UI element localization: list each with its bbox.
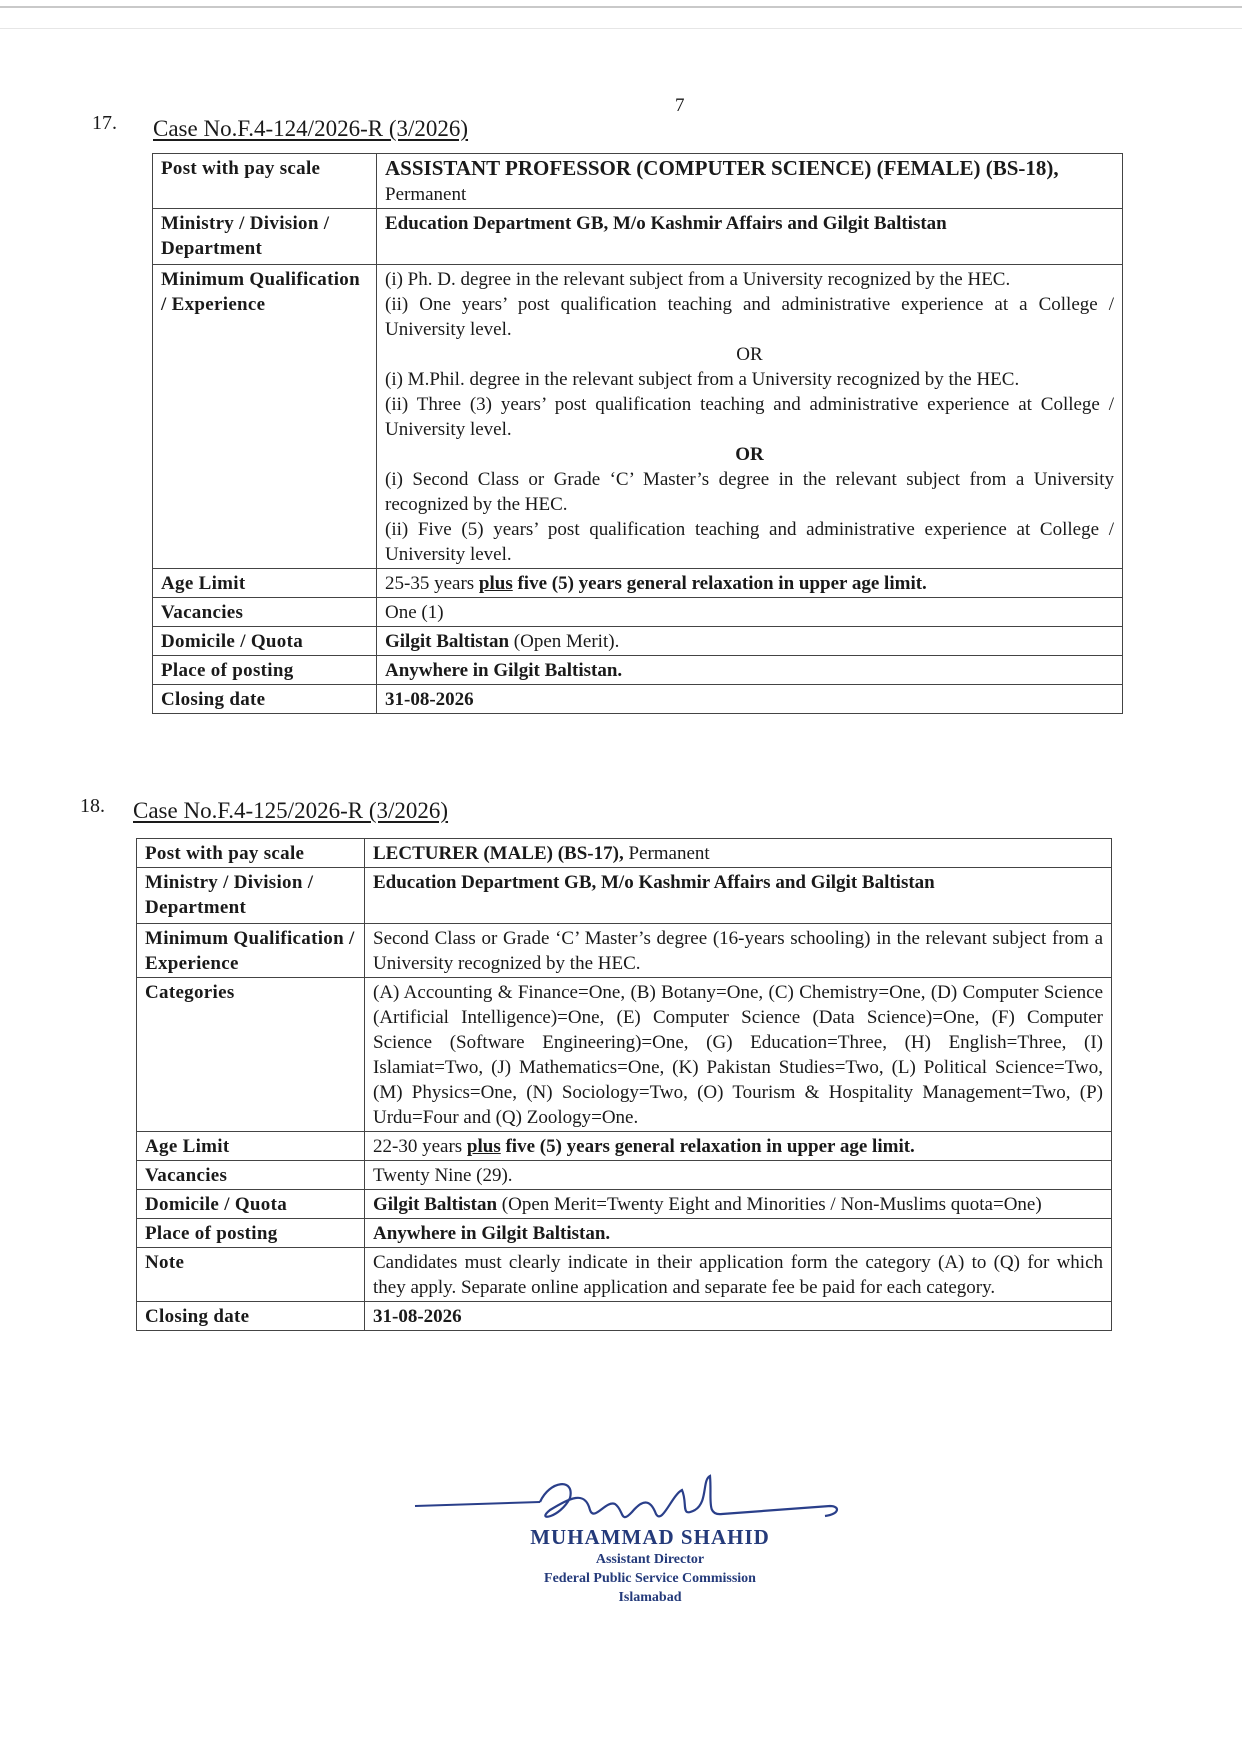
value-ministry: Education Department GB, M/o Kashmir Affairs and Gilgit Baltistan — [365, 868, 1112, 924]
table-row — [137, 1219, 1112, 1248]
value-qualification: Second Class or Grade ‘C’ Master’s degree (16-years schooling) in the relevant subject from a University recognized by the HEC. — [365, 924, 1112, 978]
value-post — [365, 839, 1112, 868]
value-qualification — [377, 265, 1123, 569]
scan-edge-line — [0, 28, 1242, 29]
age-range: 22-30 years — [373, 1136, 467, 1157]
table-row — [153, 685, 1123, 714]
table-row — [137, 924, 1112, 978]
table-row — [137, 978, 1112, 1132]
qualification-line: (ii) One years’ post qualification teaching and administrative experience at a College / University level. — [385, 294, 1114, 340]
or-separator: OR — [735, 444, 764, 465]
qualification-line: (ii) Five (5) years’ post qualification teaching and administrative experience at College / University level. — [385, 519, 1114, 565]
domicile-region: Gilgit Baltistan — [385, 631, 510, 652]
age-plus: plus — [466, 1136, 501, 1157]
case-number: 18. — [80, 795, 105, 817]
qualification-line: (i) Ph. D. degree in the relevant subject from a University recognized by the HEC. — [385, 269, 1011, 290]
signatory-designation: Assistant Director — [595, 1552, 705, 1567]
label-post: Post with pay scale — [137, 839, 365, 868]
post-status: Permanent — [385, 184, 467, 205]
table-row — [153, 627, 1123, 656]
qualification-line: (ii) Three (3) years’ post qualification teaching and administrative experience at College / University level. — [385, 394, 1114, 440]
table-row — [137, 1302, 1112, 1331]
table-row — [137, 868, 1112, 924]
label-domicile: Domicile / Quota — [137, 1190, 365, 1219]
signatory-organization: Federal Public Service Commission — [544, 1571, 756, 1586]
signatory-city: Islamabad — [618, 1590, 682, 1605]
value-vacancies: One (1) — [377, 598, 1123, 627]
value-note: Candidates must clearly indicate in their application form the category (A) to (Q) for which they apply. Separate online application and separate fee be paid for each category. — [365, 1248, 1112, 1302]
signatory-name: MUHAMMAD SHAHID — [530, 1525, 770, 1549]
post-status: Permanent — [623, 843, 710, 864]
scan-edge-line — [0, 6, 1242, 8]
value-age — [365, 1132, 1112, 1161]
age-range: 25-35 years — [385, 573, 479, 594]
label-post: Post with pay scale — [153, 154, 377, 209]
table-row — [153, 265, 1123, 569]
label-ministry: Ministry / Division / Department — [137, 868, 365, 924]
label-note: Note — [137, 1248, 365, 1302]
age-relaxation: five (5) years general relaxation in upper age limit. — [512, 573, 927, 594]
case-title: Case No.F.4-125/2026-R (3/2026) — [133, 798, 449, 823]
domicile-quota: (Open Merit=Twenty Eight and Minorities / Non-Muslims quota=One) — [497, 1194, 1042, 1215]
case-number: 17. — [92, 112, 117, 134]
page-number: 7 — [675, 95, 685, 116]
table-row — [153, 598, 1123, 627]
table-row — [137, 1248, 1112, 1302]
label-age: Age Limit — [137, 1132, 365, 1161]
value-ministry: Education Department GB, M/o Kashmir Affairs and Gilgit Baltistan — [377, 209, 1123, 265]
label-posting: Place of posting — [153, 656, 377, 685]
label-age: Age Limit — [153, 569, 377, 598]
post-title: LECTURER (MALE) (BS-17), — [373, 843, 624, 864]
table-row — [137, 1190, 1112, 1219]
post-title: ASSISTANT PROFESSOR (COMPUTER SCIENCE) (FEMALE) (BS-18), — [385, 156, 1059, 180]
value-closing: 31-08-2026 — [365, 1302, 1112, 1331]
value-posting: Anywhere in Gilgit Baltistan. — [377, 656, 1123, 685]
age-relaxation: five (5) years general relaxation in upper age limit. — [500, 1136, 915, 1157]
table-row — [153, 569, 1123, 598]
label-qualification: Minimum Qualification / Experience — [137, 924, 365, 978]
value-post — [377, 154, 1123, 209]
table-row — [153, 209, 1123, 265]
case-table — [136, 838, 1112, 1331]
table-row — [153, 656, 1123, 685]
value-domicile — [377, 627, 1123, 656]
qualification-line: (i) M.Phil. degree in the relevant subject from a University recognized by the HEC. — [385, 369, 1020, 390]
value-posting: Anywhere in Gilgit Baltistan. — [365, 1219, 1112, 1248]
qualification-line: (i) Second Class or Grade ‘C’ Master’s degree in the relevant subject from a University recognized by the HEC. — [385, 469, 1114, 515]
value-domicile — [365, 1190, 1112, 1219]
table-row — [137, 1132, 1112, 1161]
label-domicile: Domicile / Quota — [153, 627, 377, 656]
case-title: Case No.F.4-124/2026-R (3/2026) — [153, 116, 469, 141]
label-closing: Closing date — [137, 1302, 365, 1331]
label-posting: Place of posting — [137, 1219, 365, 1248]
label-ministry: Ministry / Division / Department — [153, 209, 377, 265]
table-row — [153, 154, 1123, 209]
value-vacancies: Twenty Nine (29). — [365, 1161, 1112, 1190]
value-closing: 31-08-2026 — [377, 685, 1123, 714]
age-plus: plus — [478, 573, 513, 594]
label-closing: Closing date — [153, 685, 377, 714]
table-row — [137, 1161, 1112, 1190]
table-row — [137, 839, 1112, 868]
label-categories: Categories — [137, 978, 365, 1132]
value-categories: (A) Accounting & Finance=One, (B) Botany=One, (C) Chemistry=One, (D) Computer Science (Artificial Intelligence)=One, (E) Computer Science (Data Science)=One, (F) Computer Science (Software Engineering)=One, (G) Education=Three, (H) English=Three, (I) Islamiat=Two, (J) Mathematics=One, (K) Pakistan Studies=Two, (L) Political Science=Two, (M) Physics=One, (N) Sociology=Two, (O) Tourism & Hospitality Management=Two, (P) Urdu=Four and (Q) Zoology=One. — [365, 978, 1112, 1132]
value-age — [377, 569, 1123, 598]
label-vacancies: Vacancies — [153, 598, 377, 627]
signatory-block — [500, 1525, 800, 1607]
label-vacancies: Vacancies — [137, 1161, 365, 1190]
or-separator: OR — [736, 344, 763, 365]
case-table — [152, 153, 1123, 714]
domicile-region: Gilgit Baltistan — [373, 1194, 498, 1215]
label-qualification: Minimum Qualification / Experience — [153, 265, 377, 569]
domicile-quota: (Open Merit). — [509, 631, 620, 652]
